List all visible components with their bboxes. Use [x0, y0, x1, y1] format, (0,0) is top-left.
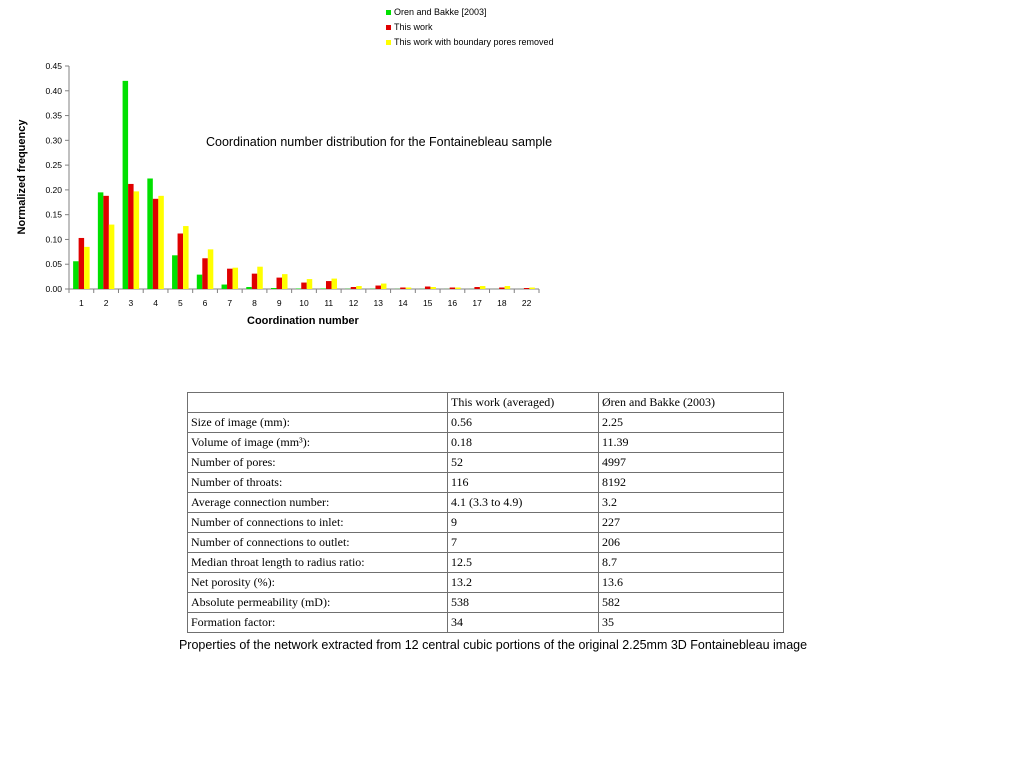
table-row — [188, 473, 784, 493]
x-tick-label: 9 — [276, 298, 282, 308]
row-label: Number of pores: — [188, 453, 448, 473]
x-tick-label: 6 — [202, 298, 208, 308]
oren-bakke-value: 582 — [599, 593, 784, 613]
bar-this-work — [400, 288, 406, 289]
legend-label: This work — [394, 22, 433, 32]
coordination-number-chart — [0, 0, 620, 340]
bar-boundary-removed — [480, 286, 486, 289]
bar-this-work — [252, 274, 257, 289]
x-tick-label: 10 — [299, 298, 309, 308]
x-tick-label: 16 — [447, 298, 458, 308]
row-label: Formation factor: — [188, 613, 448, 633]
this-work-value: 9 — [448, 513, 599, 533]
oren-bakke-value: 206 — [599, 533, 784, 553]
legend-label: This work with boundary pores removed — [394, 37, 554, 47]
oren-bakke-value: 8192 — [599, 473, 784, 493]
bar-this-work — [202, 258, 208, 289]
bar-this-work — [474, 287, 480, 289]
header-property — [188, 393, 448, 413]
table-row — [188, 593, 784, 613]
bar-oren-bakke — [98, 192, 104, 289]
row-label: Net porosity (%): — [188, 573, 448, 593]
legend-swatch-green — [386, 10, 391, 15]
oren-bakke-value: 11.39 — [599, 433, 784, 453]
bar-oren-bakke — [197, 275, 203, 289]
bar-oren-bakke — [73, 261, 79, 289]
row-label: Number of throats: — [188, 473, 448, 493]
legend-swatch-red — [386, 25, 391, 30]
oren-bakke-value: 227 — [599, 513, 784, 533]
row-label: Absolute permeability (mD): — [188, 593, 448, 613]
bar-boundary-removed — [257, 267, 263, 289]
y-tick-label: 0.25 — [45, 160, 62, 171]
legend-swatch-yellow — [386, 40, 391, 45]
table-row — [188, 413, 784, 433]
x-tick-label: 12 — [348, 298, 359, 308]
bar-this-work — [178, 233, 184, 289]
bar-this-work — [499, 288, 505, 289]
oren-bakke-value: 13.6 — [599, 573, 784, 593]
oren-bakke-value: 4997 — [599, 453, 784, 473]
y-tick-label: 0.00 — [45, 284, 62, 294]
y-tick-label: 0.10 — [45, 234, 62, 245]
x-tick-label: 17 — [472, 298, 482, 308]
network-properties-table — [187, 392, 784, 633]
table-row — [188, 533, 784, 553]
bar-boundary-removed — [505, 286, 511, 289]
table-row — [188, 493, 784, 513]
bar-this-work — [450, 288, 456, 289]
bar-this-work — [425, 287, 431, 289]
x-tick-label: 18 — [497, 298, 507, 308]
y-tick-label: 0.30 — [45, 135, 62, 146]
bar-oren-bakke — [147, 178, 153, 289]
bar-this-work — [227, 269, 233, 289]
table-header-row — [188, 393, 784, 413]
x-tick-label: 14 — [398, 298, 408, 308]
this-work-value: 12.5 — [448, 553, 599, 573]
this-work-value: 13.2 — [448, 573, 599, 593]
bar-oren-bakke — [271, 288, 277, 289]
chart-legend — [386, 5, 554, 50]
header-oren-bakke: Øren and Bakke (2003) — [599, 393, 784, 413]
row-label: Size of image (mm): — [188, 413, 448, 433]
this-work-value: 34 — [448, 613, 599, 633]
y-tick-label: 0.40 — [45, 85, 62, 96]
bar-boundary-removed — [529, 288, 535, 289]
bar-this-work — [277, 278, 283, 289]
this-work-value: 4.1 (3.3 to 4.9) — [448, 493, 599, 513]
x-tick-label: 15 — [422, 298, 433, 308]
row-label: Number of connections to inlet: — [188, 513, 448, 533]
bar-boundary-removed — [233, 268, 239, 289]
bar-boundary-removed — [455, 288, 461, 289]
this-work-value: 538 — [448, 593, 599, 613]
table-row — [188, 513, 784, 533]
x-tick-label: 11 — [324, 298, 334, 308]
oren-bakke-value: 2.25 — [599, 413, 784, 433]
bar-this-work — [326, 281, 332, 289]
y-tick-label: 0.35 — [45, 110, 62, 121]
bar-this-work — [351, 287, 357, 289]
row-label: Average connection number: — [188, 493, 448, 513]
x-tick-label: 22 — [521, 298, 532, 308]
table-row — [188, 453, 784, 473]
bar-boundary-removed — [331, 279, 337, 289]
table-row — [188, 433, 784, 453]
legend-item-oren-bakke — [386, 5, 554, 20]
table-row — [188, 613, 784, 633]
legend-item-this-work — [386, 20, 554, 35]
bar-boundary-removed — [282, 274, 288, 289]
bar-this-work — [301, 283, 307, 289]
y-axis-label: Normalized frequency — [16, 119, 28, 235]
oren-bakke-value: 3.2 — [599, 493, 784, 513]
x-tick-label: 2 — [103, 298, 109, 308]
bar-boundary-removed — [406, 288, 412, 289]
row-label: Volume of image (mm³): — [188, 433, 448, 453]
bar-oren-bakke — [123, 81, 129, 289]
this-work-value: 116 — [448, 473, 599, 493]
oren-bakke-value: 35 — [599, 613, 784, 633]
bar-this-work — [153, 199, 159, 289]
legend-label: Oren and Bakke [2003] — [394, 7, 487, 17]
x-axis-label: Coordination number — [247, 315, 359, 327]
bar-boundary-removed — [430, 287, 436, 289]
header-this-work: This work (averaged) — [448, 393, 599, 413]
bar-boundary-removed — [134, 191, 140, 289]
bar-oren-bakke — [172, 255, 178, 289]
bar-boundary-removed — [307, 279, 313, 289]
bar-boundary-removed — [208, 249, 214, 289]
x-tick-label: 5 — [177, 298, 183, 308]
bar-oren-bakke — [246, 287, 252, 289]
table-caption: Properties of the network extracted from 12 central cubic portions of the original 2.25mm 3D Fontainebleau image — [178, 638, 808, 652]
oren-bakke-value: 8.7 — [599, 553, 784, 573]
bar-this-work — [524, 288, 530, 289]
chart-title: Coordination number distribution for the Fontainebleau sample — [206, 135, 553, 149]
table-row — [188, 553, 784, 573]
bar-this-work — [79, 238, 85, 289]
y-tick-label: 0.20 — [45, 184, 62, 195]
this-work-value: 0.18 — [448, 433, 599, 453]
bar-this-work — [375, 286, 381, 289]
x-tick-label: 4 — [153, 298, 158, 308]
y-tick-label: 0.45 — [45, 61, 62, 71]
bar-boundary-removed — [158, 196, 164, 289]
bar-boundary-removed — [84, 247, 90, 289]
x-tick-label: 3 — [128, 298, 134, 308]
x-tick-label: 7 — [227, 298, 233, 308]
row-label: Number of connections to outlet: — [188, 533, 448, 553]
bar-boundary-removed — [109, 225, 115, 289]
this-work-value: 52 — [448, 453, 599, 473]
this-work-value: 0.56 — [448, 413, 599, 433]
legend-item-boundary-removed — [386, 35, 554, 50]
x-tick-label: 8 — [252, 298, 257, 308]
bar-boundary-removed — [356, 286, 362, 289]
bar-boundary-removed — [381, 284, 387, 289]
table-row — [188, 573, 784, 593]
y-tick-label: 0.15 — [45, 209, 62, 220]
x-tick-label: 13 — [373, 298, 383, 308]
y-tick-label: 0.05 — [45, 259, 62, 270]
x-tick-label: 1 — [79, 298, 84, 308]
bar-boundary-removed — [183, 226, 189, 289]
this-work-value: 7 — [448, 533, 599, 553]
row-label: Median throat length to radius ratio: — [188, 553, 448, 573]
bar-this-work — [128, 184, 134, 289]
chart-plot-area — [0, 0, 620, 340]
bar-this-work — [103, 196, 109, 289]
bar-oren-bakke — [222, 285, 228, 289]
